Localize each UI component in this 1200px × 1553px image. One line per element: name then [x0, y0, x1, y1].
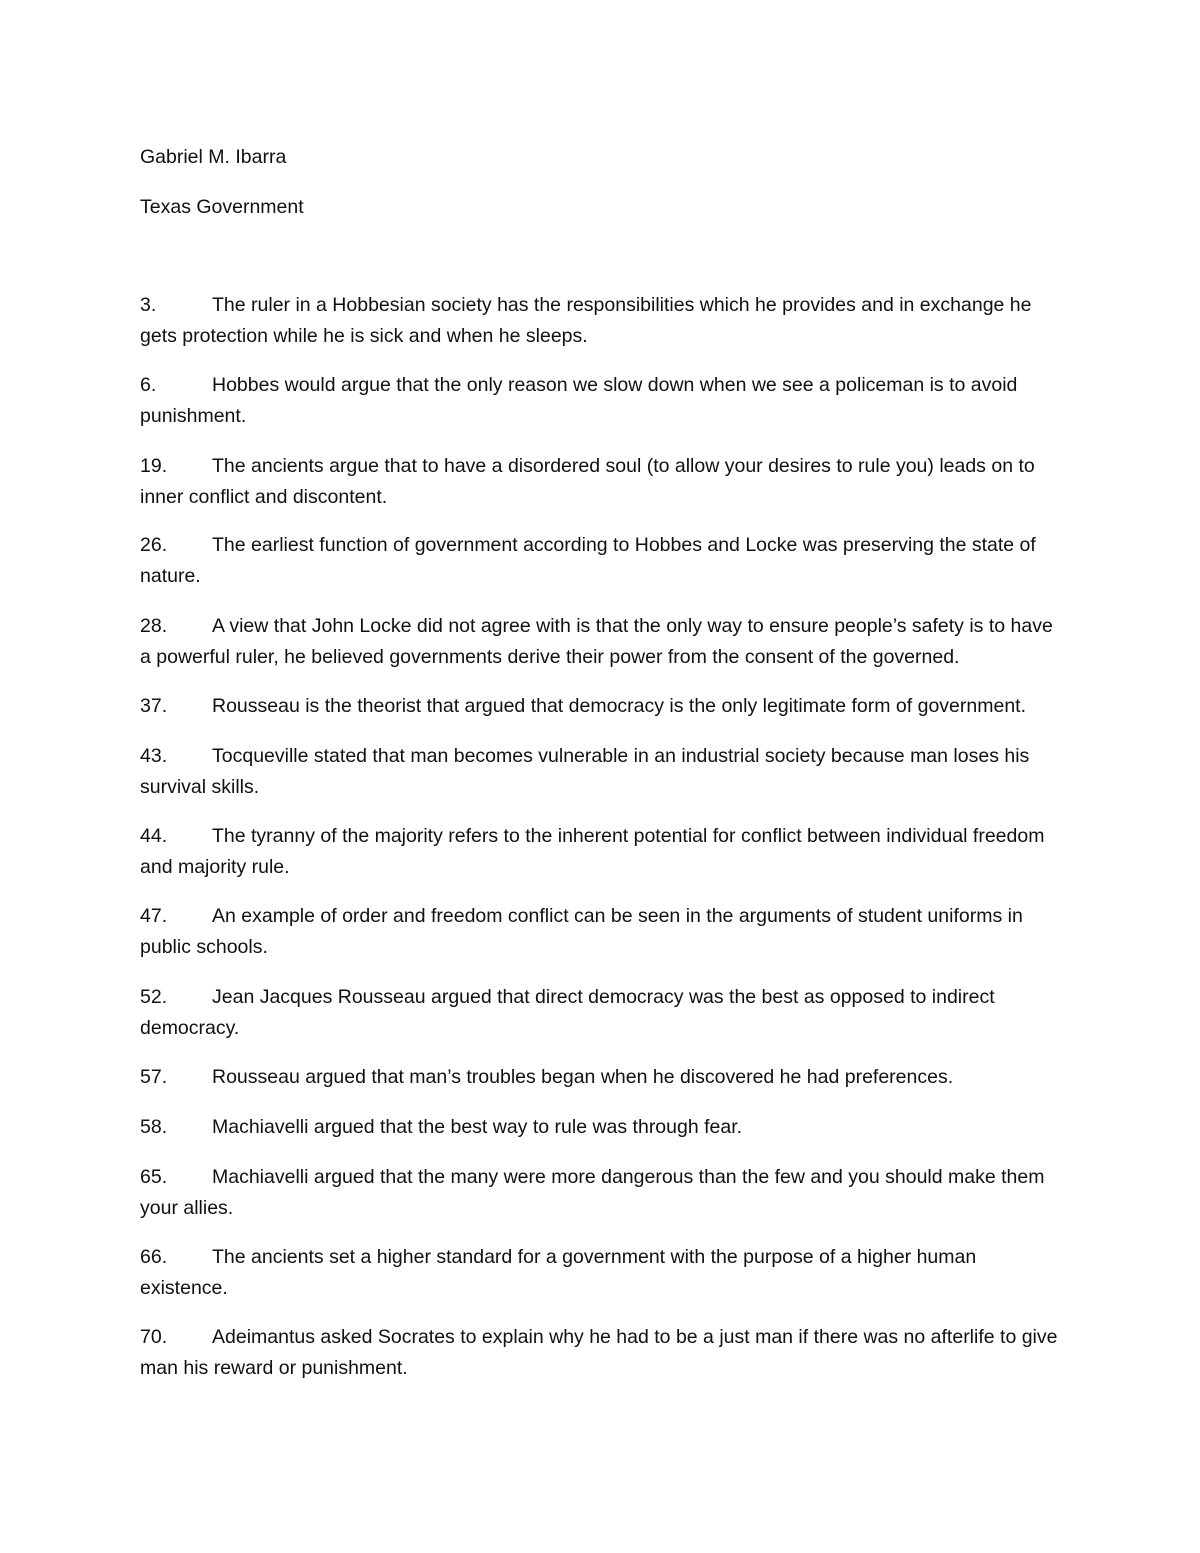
answer-number: 58.: [140, 1116, 168, 1138]
answer-number: 47.: [140, 905, 168, 927]
answer-item: [140, 1112, 1060, 1143]
answer-item: [140, 290, 1060, 352]
answer-text: Rousseau is the theorist that argued that democracy is the only legitimate form of government.: [212, 695, 1027, 717]
answer-number: 70.: [140, 1326, 168, 1348]
answer-item: [140, 451, 1060, 513]
course-title: Texas Government: [140, 196, 304, 218]
answer-text: The tyranny of the majority refers to the inherent potential for conflict between individual freedom and majority rule.: [140, 825, 1045, 878]
answer-number: 57.: [140, 1066, 168, 1088]
answer-text: Adeimantus asked Socrates to explain why he had to be a just man if there was no afterlife to give man his reward or punishment.: [140, 1326, 1058, 1379]
answer-number: 6.: [140, 374, 157, 396]
answer-text: The earliest function of government according to Hobbes and Locke was preserving the state of nature.: [140, 534, 1036, 587]
answer-item: [140, 611, 1060, 673]
answer-number: 66.: [140, 1246, 168, 1268]
answer-item: [140, 1062, 1060, 1093]
answer-text: The ancients argue that to have a disordered soul (to allow your desires to rule you) leads on to inner conflict and discontent.: [140, 455, 1035, 508]
answer-item: [140, 982, 1060, 1044]
answer-item: [140, 1242, 1060, 1304]
answer-item: [140, 370, 1060, 432]
answer-text: Machiavelli argued that the many were more dangerous than the few and you should make them your allies.: [140, 1166, 1045, 1219]
answer-number: 37.: [140, 695, 168, 717]
author-name: Gabriel M. Ibarra: [140, 146, 287, 168]
answer-number: 44.: [140, 825, 168, 847]
answer-number: 52.: [140, 986, 168, 1008]
answer-item: [140, 901, 1060, 963]
answer-item: [140, 1162, 1060, 1224]
answer-text: Rousseau argued that man’s troubles began when he discovered he had preferences.: [212, 1066, 954, 1088]
answer-number: 28.: [140, 615, 168, 637]
answer-number: 26.: [140, 534, 168, 556]
answer-item: [140, 821, 1060, 883]
answer-number: 3.: [140, 294, 157, 316]
answer-text: Jean Jacques Rousseau argued that direct democracy was the best as opposed to indirect democracy.: [140, 986, 995, 1039]
answer-number: 19.: [140, 455, 168, 477]
answer-text: Machiavelli argued that the best way to rule was through fear.: [212, 1116, 743, 1138]
answer-text: Hobbes would argue that the only reason we slow down when we see a policeman is to avoid punishment.: [140, 374, 1018, 427]
answer-text: An example of order and freedom conflict can be seen in the arguments of student uniforms in public schools.: [140, 905, 1023, 958]
answer-number: 43.: [140, 745, 168, 767]
answer-text: A view that John Locke did not agree with is that the only way to ensure people’s safety is to have a powerful ruler, he believed governments derive their power from the consent of the governed.: [140, 615, 1053, 668]
answer-item: [140, 1322, 1060, 1384]
answer-item: [140, 530, 1060, 592]
answer-text: Tocqueville stated that man becomes vulnerable in an industrial society because man loses his survival skills.: [140, 745, 1030, 798]
answer-text: The ancients set a higher standard for a government with the purpose of a higher human existence.: [140, 1246, 977, 1299]
answer-text: The ruler in a Hobbesian society has the responsibilities which he provides and in exchange he gets protection while he is sick and when he sleeps.: [140, 294, 1032, 347]
answer-item: [140, 741, 1060, 803]
answer-item: [140, 691, 1060, 722]
answer-number: 65.: [140, 1166, 168, 1188]
